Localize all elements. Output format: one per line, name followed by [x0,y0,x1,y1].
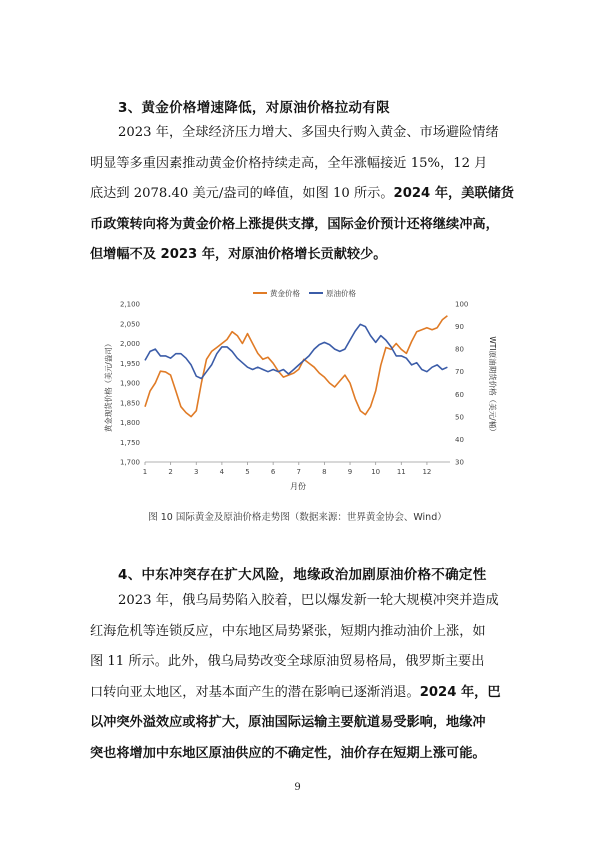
chart-series [145,316,447,417]
section4-line-3: 图 11 所示。此外，俄乌局势改变全球原油贸易格局，俄罗斯主要出 [90,654,485,669]
chart-legend [253,288,356,298]
section3-line-5: 但增幅不及 2023 年，对原油价格增长贡献较少。 [90,247,387,262]
section3-line-3a: 底达到 2078.40 美元/盎司的峰值，如图 10 所示。 [90,186,394,201]
section4-line-6: 突也将增加中东地区原油供应的不确定性，油价存在短期上涨可能。 [90,745,486,761]
x-tick-label: 5 [245,468,250,476]
section3-line-3b: 2024 年，美联储货 [393,186,514,201]
section4-line-4 [90,678,508,709]
y-tick-right-label: 40 [455,435,464,444]
y-tick-right-label: 70 [455,368,464,377]
y-tick-right-label: 100 [455,300,469,309]
y-tick-right-label: 30 [455,458,464,467]
x-tick-label: 1 [142,468,148,476]
section4-line-4a: 口转向亚太地区，对基本面产生的潜在影响已逐渐消退。 [90,684,420,700]
x-tick-label: 12 [422,468,432,476]
y-tick-left-label: 2,050 [119,320,140,329]
x-tick-label: 8 [322,468,327,476]
figure-caption: 图 10 国际黄金及原油价格走势图（数据来源：世界黄金协会、Wind） [148,512,447,523]
y-tick-right-label: 80 [455,345,464,354]
y-tick-right-label: 50 [455,413,464,422]
section4-line-1: 2023 年，俄乌局势陷入胶着，巴以爆发新一轮大规模冲突并造成 [118,593,499,608]
legend-oil-label: 原油价格 [326,289,356,298]
x-tick-label: 2 [168,468,173,476]
section3-line-4: 币政策转向将为黄金价格上涨提供支撑，国际金价预计还将继续冲高， [90,216,499,232]
x-tick-label: 7 [296,468,302,476]
x-tick-label: 6 [270,468,276,476]
section4-paragraph [90,586,508,769]
y-tick-left-label: 2,100 [119,300,140,309]
x-tick-label: 3 [194,468,199,476]
page-number: 9 [294,782,301,793]
x-tick-label: 9 [347,468,353,476]
y-tick-right-label: 60 [455,390,464,399]
section4-line-5: 以冲突外溢效应或将扩大，原油国际运输主要航道易受影响，地缘冲 [90,715,486,730]
y-tick-left-label: 1,750 [119,438,140,447]
section4-heading: 4、中东冲突存在扩大风险，地缘政治加剧原油价格不确定性 [118,567,487,583]
y-tick-right-label: 90 [455,323,464,332]
y-tick-left-label: 2,000 [119,340,140,348]
section3-line-2: 明显等多重因素推动黄金价格持续走高，全年涨幅接近 15%，12 月 [90,155,488,171]
x-tick-label: 4 [219,468,225,476]
y-tick-left-label: 1,700 [119,458,140,467]
x-axis-label: 月份 [290,482,306,491]
y-tick-left-label: 1,900 [119,379,140,388]
y-axis-left-label: 黄金现货价格（美元/盎司） [104,339,113,433]
section3-heading: 3、黄金价格增速降低，对原油价格拉动有限 [118,100,390,116]
legend-gold-label: 黄金价格 [270,289,300,298]
section3-paragraph [90,118,514,271]
chart-axes [120,301,468,477]
y-tick-left-label: 1,850 [119,399,140,408]
y-tick-left-label: 1,950 [119,359,140,368]
section3-line-1: 2023 年，全球经济压力增大、多国央行购入黄金、市场避险情绪 [118,125,499,140]
y-tick-left-label: 1,800 [119,419,140,427]
gold-oil-price-chart [95,282,500,497]
x-tick-label: 11 [396,468,406,476]
section4-line-4b: 2024 年，巴 [419,684,501,700]
section3-line-3 [90,179,514,210]
y-axis-right-label: WTI原油期货价格（美元/桶） [488,336,497,436]
x-tick-label: 10 [371,468,381,476]
section4-line-2: 红海危机等连锁反应，中东地区局势紧张，短期内推动油价上涨，如 [90,623,486,639]
